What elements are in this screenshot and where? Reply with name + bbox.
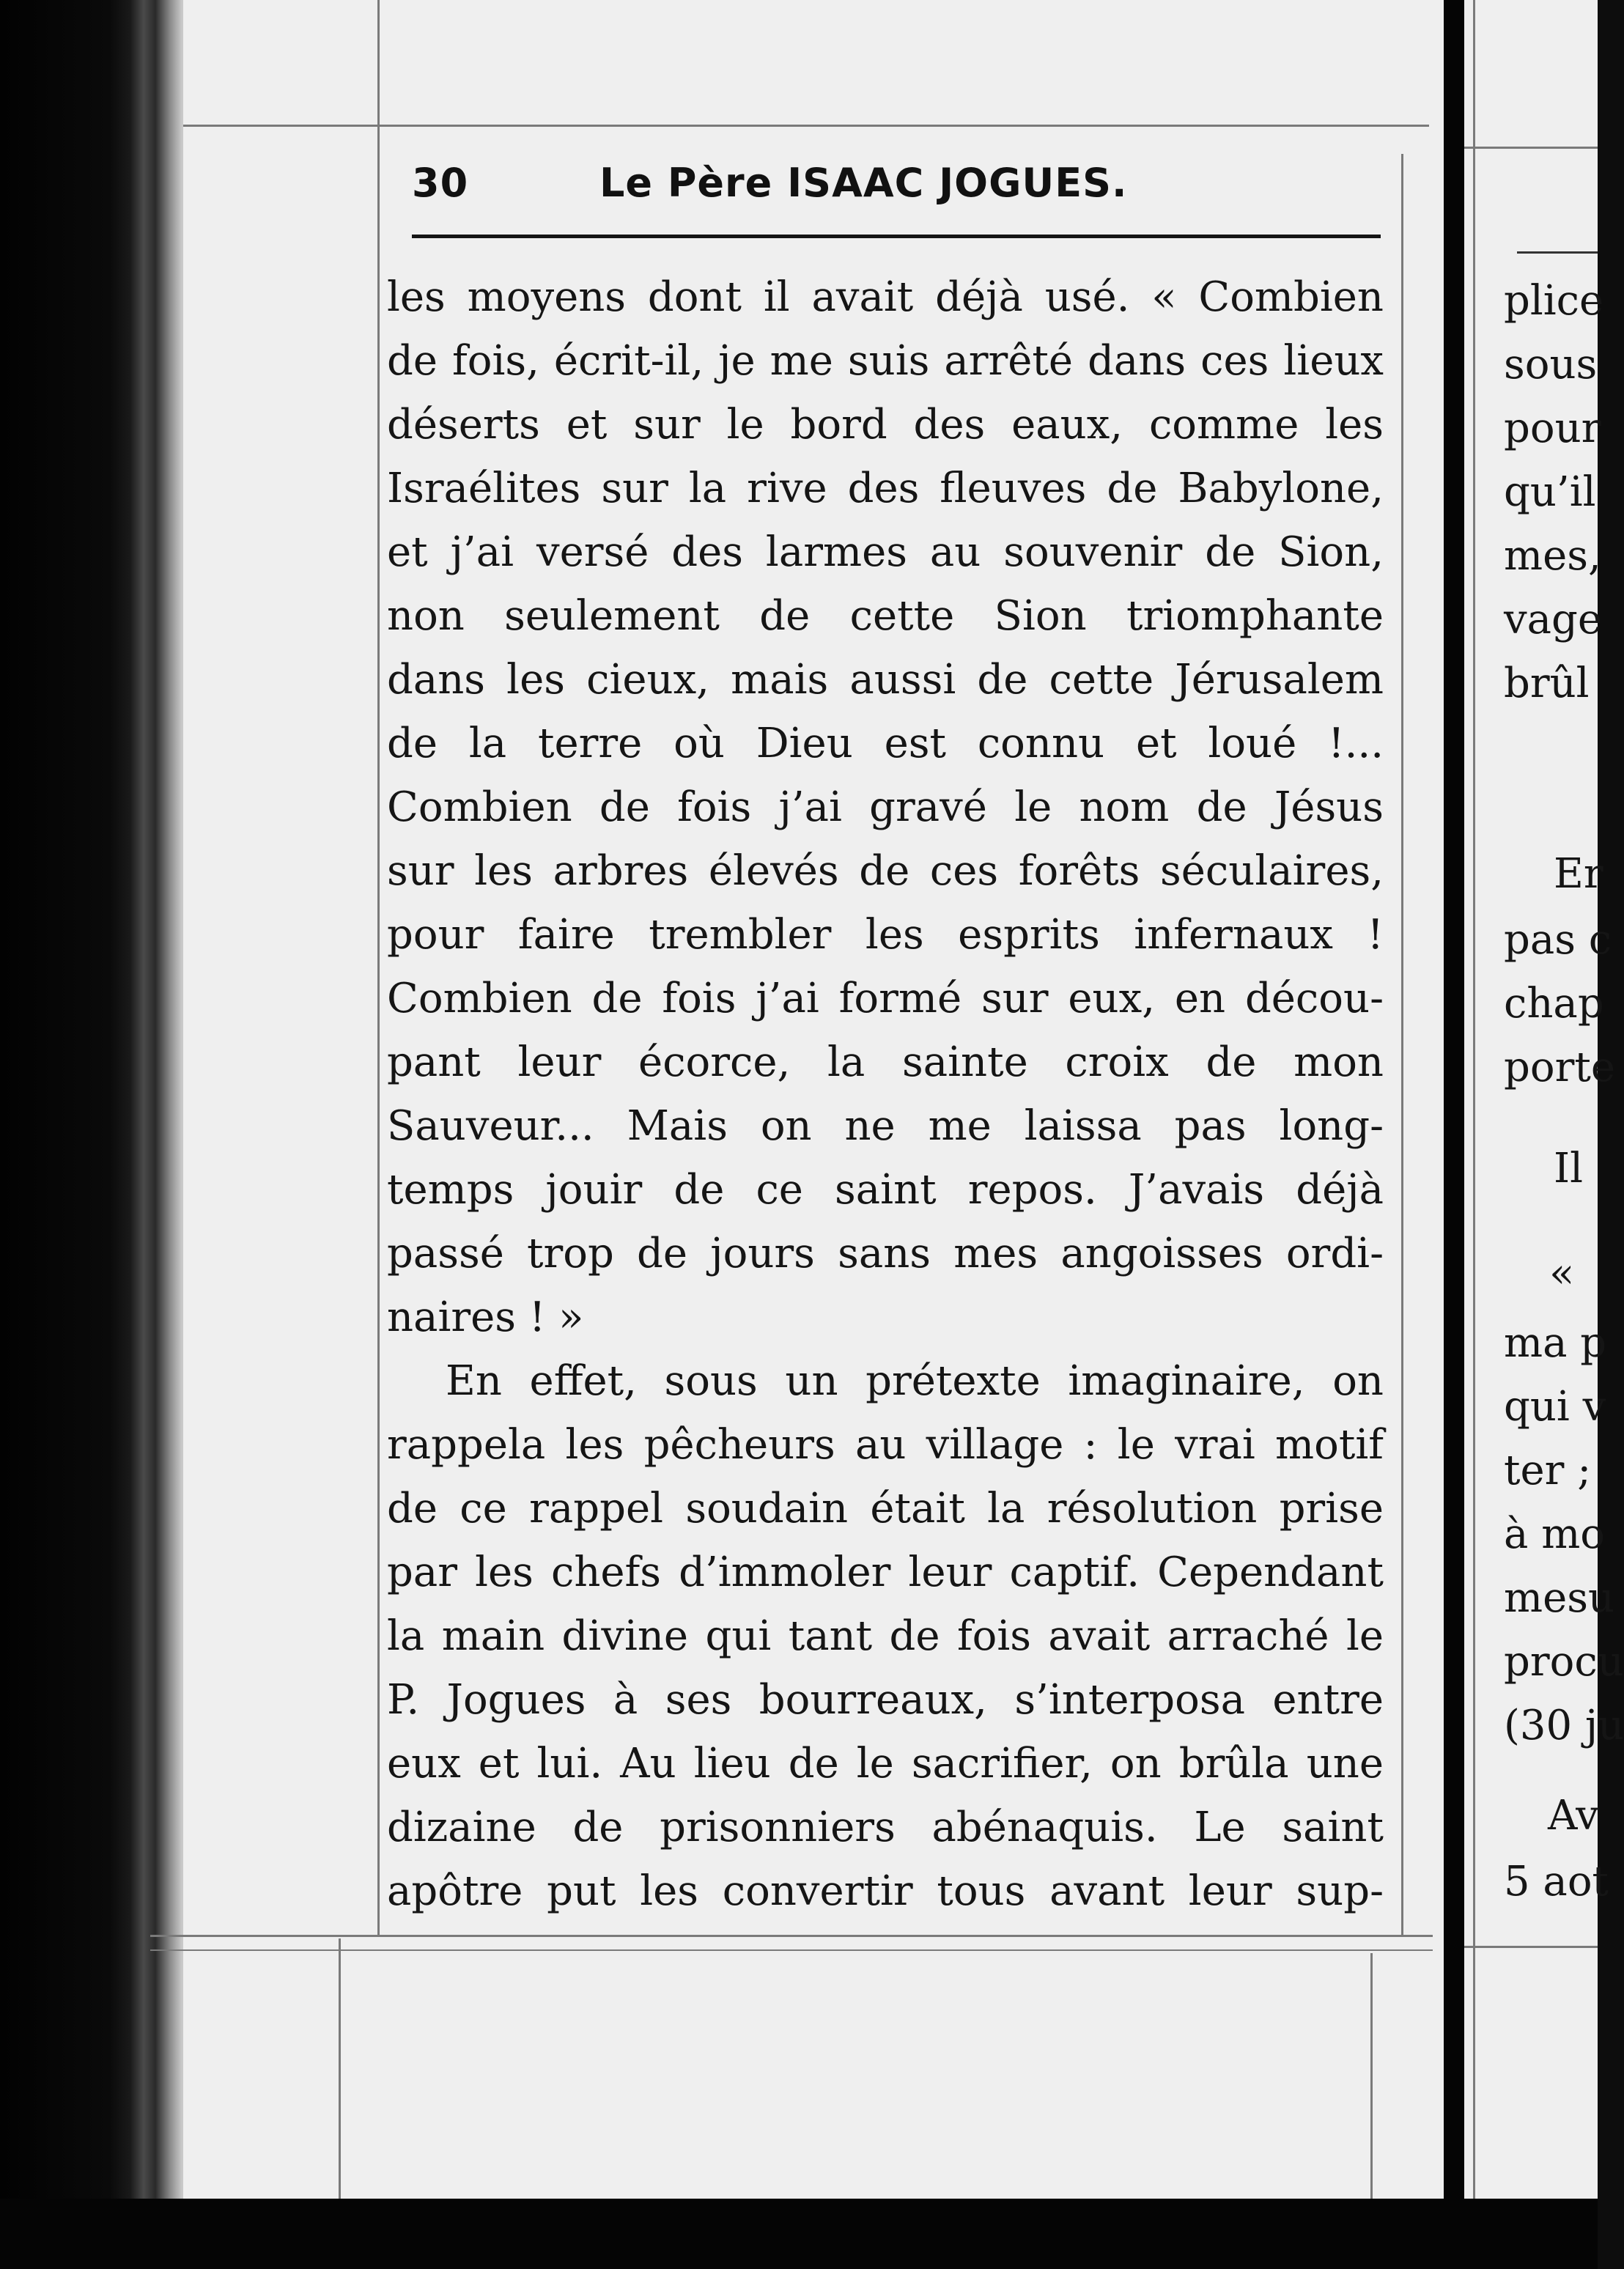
- frame-rule-vertical-right: [1401, 154, 1403, 1935]
- text-line: de la terre où Dieu est connu et loué !...: [387, 720, 1384, 767]
- text-line: de ce rappel soudain était la résolution prise: [387, 1485, 1384, 1532]
- text-line: non seulement de cette Sion triomphante: [387, 592, 1384, 640]
- bottom-edge-shadow: [0, 2199, 1598, 2269]
- facing-fragment: qui v: [1504, 1383, 1606, 1431]
- frame-rule-vertical-left-lower: [339, 1938, 341, 2199]
- facing-fragment: Er: [1554, 850, 1603, 898]
- frame-rule-bottom: [150, 1935, 1433, 1937]
- text-line: dans les cieux, mais aussi de cette Jérusalem: [387, 656, 1384, 704]
- frame-rule-top: [183, 125, 1429, 127]
- facing-fragment: chap: [1504, 980, 1604, 1027]
- page-gutter: [1444, 0, 1464, 2269]
- facing-fragment: plice: [1504, 277, 1604, 325]
- facing-fragment: mes,: [1504, 532, 1601, 580]
- text-line: déserts et sur le bord des eaux, comme les: [387, 401, 1384, 449]
- facing-page-text: [1504, 0, 1624, 2199]
- text-line: et j’ai versé des larmes au souvenir de Sion,: [387, 528, 1384, 576]
- text-line: eux et lui. Au lieu de le sacrifier, on brûla une: [387, 1740, 1384, 1787]
- facing-fragment: porte: [1504, 1044, 1615, 1091]
- frame-rule-vertical-right-lower: [1370, 1953, 1373, 2199]
- frame-rule-facing-vertical: [1473, 0, 1475, 2199]
- text-line: rappela les pêcheurs au village : le vrai motif: [387, 1421, 1384, 1469]
- frame-rule-bottom-lower: [150, 1949, 1433, 1951]
- text-line: la main divine qui tant de fois avait arraché le: [387, 1612, 1384, 1660]
- facing-fragment: procu: [1504, 1638, 1624, 1686]
- facing-fragment: brûl: [1504, 660, 1590, 707]
- text-line: P. Jogues à ses bourreaux, s’interposa entre: [387, 1676, 1384, 1724]
- text-line: naires ! »: [387, 1294, 584, 1341]
- facing-fragment: ter ;: [1504, 1447, 1592, 1494]
- facing-fragment: qu’il: [1504, 468, 1596, 516]
- text-line: de fois, écrit-il, je me suis arrêté dans ces lieux: [387, 337, 1384, 385]
- facing-fragment: (30 ju: [1504, 1702, 1624, 1749]
- text-line: par les chefs d’immoler leur captif. Cependant: [387, 1549, 1384, 1596]
- running-head: [412, 160, 1381, 218]
- text-line: pant leur écorce, la sainte croix de mon: [387, 1038, 1384, 1086]
- paragraph-first-line: En effet, sous un prétexte imaginaire, on: [446, 1357, 1384, 1405]
- facing-fragment: Av: [1548, 1792, 1599, 1840]
- header-rule: [412, 235, 1381, 238]
- text-line: apôtre put les convertir tous avant leur sup-: [387, 1867, 1384, 1915]
- facing-fragment: Il: [1554, 1145, 1584, 1192]
- facing-fragment: sous: [1504, 341, 1598, 388]
- book-binding-shadow: [0, 0, 183, 2269]
- facing-fragment: ma p: [1504, 1319, 1607, 1367]
- text-line: sur les arbres élevés de ces forêts séculaires,: [387, 847, 1384, 895]
- text-line: pour faire trembler les esprits infernaux !: [387, 911, 1384, 959]
- page-number: 30: [412, 160, 469, 206]
- text-line: Combien de fois j’ai gravé le nom de Jésus: [387, 783, 1384, 831]
- facing-fragment: pas c: [1504, 916, 1612, 964]
- text-line: passé trop de jours sans mes angoisses ordi-: [387, 1230, 1384, 1277]
- facing-fragment: à mo: [1504, 1510, 1606, 1558]
- text-line: Israélites sur la rive des fleuves de Babylone,: [387, 465, 1384, 512]
- body-text: [387, 265, 1384, 1923]
- text-line: Combien de fois j’ai formé sur eux, en décou-: [387, 975, 1384, 1022]
- facing-fragment: «: [1549, 1250, 1575, 1297]
- text-line: Sauveur... Mais on ne me laissa pas long-: [387, 1102, 1384, 1150]
- text-line: temps jouir de ce saint repos. J’avais déjà: [387, 1166, 1384, 1214]
- frame-rule-vertical-left: [377, 0, 380, 1935]
- facing-fragment: mesu: [1504, 1574, 1615, 1622]
- running-title: Le Père ISAAC JOGUES.: [599, 160, 1128, 206]
- facing-fragment: pour: [1504, 405, 1601, 452]
- facing-fragment: vage: [1504, 596, 1603, 643]
- text-line: dizaine de prisonniers abénaquis. Le saint: [387, 1804, 1384, 1851]
- facing-fragment: 5 aot: [1504, 1858, 1609, 1905]
- text-line: les moyens dont il avait déjà usé. « Combien: [387, 273, 1384, 321]
